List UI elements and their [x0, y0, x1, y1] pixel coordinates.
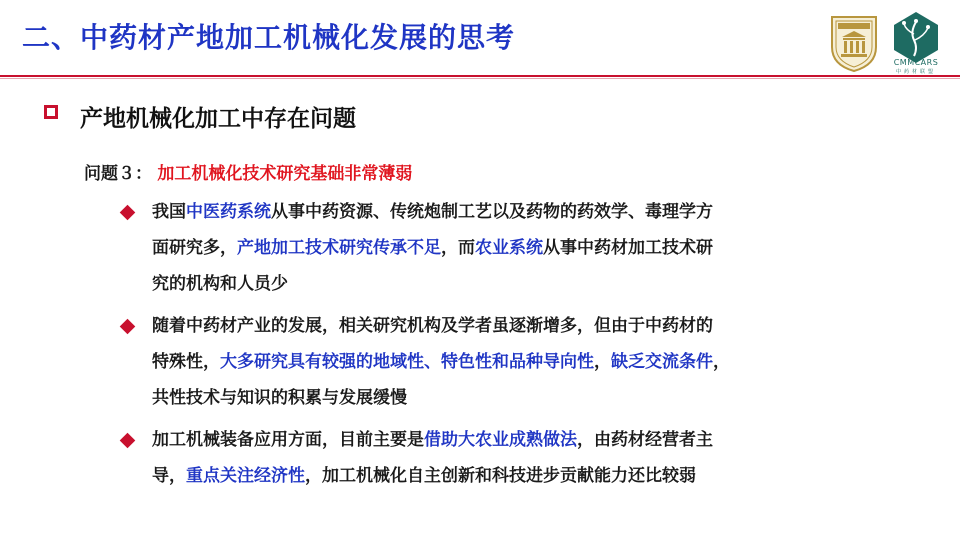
bullet-paragraph	[152, 422, 897, 494]
text-run: 特殊性，	[152, 352, 220, 372]
bullet-line	[152, 194, 897, 230]
problem-label: 问题３：	[84, 164, 152, 184]
text-run: 从事中药资源、传统炮制工艺以及药物的药效学、毒理学方	[271, 202, 713, 222]
header-divider-shadow	[0, 78, 960, 79]
diamond-bullet-icon	[120, 319, 136, 335]
bullet-line	[152, 380, 897, 416]
bullet-paragraph	[152, 194, 897, 302]
highlight-run: 农业系统	[475, 238, 543, 258]
bullet-line	[152, 458, 897, 494]
bullet-line	[152, 266, 897, 302]
text-run: 加工机械装备应用方面，目前主要是	[152, 430, 424, 450]
problem-line	[84, 159, 412, 184]
highlight-run: 产地加工技术研究传承不足	[237, 238, 441, 258]
text-run: 共性技术与知识的积累与发展缓慢	[152, 388, 407, 408]
page-title: 二、中药材产地加工机械化发展的思考	[22, 21, 516, 54]
text-run: ，	[713, 352, 730, 372]
text-run: ，而	[441, 238, 475, 258]
cmmcars-logo-subtext: 中药材联盟	[895, 69, 936, 75]
text-run: 从事中药材加工技术研	[543, 238, 713, 258]
text-run: 究的机构和人员少	[152, 274, 288, 294]
square-bullet-icon	[44, 105, 58, 119]
highlight-run: 缺乏交流条件	[611, 352, 713, 372]
highlight-run: 重点关注经济性	[186, 466, 305, 486]
bullet-paragraph	[152, 308, 897, 416]
bullet-line	[152, 344, 897, 380]
text-run: ，	[594, 352, 611, 372]
highlight-run: 大多研究具有较强的地域性、特色性和品种导向性	[220, 352, 594, 372]
bullet-line	[152, 230, 897, 266]
header-divider	[0, 75, 960, 77]
university-seal-logo	[828, 11, 880, 73]
problem-text: 加工机械化技术研究基础非常薄弱	[157, 164, 413, 184]
text-run: 导，	[152, 466, 186, 486]
bullet-line	[152, 422, 897, 458]
diamond-bullet-icon	[120, 433, 136, 449]
section-heading: 产地机械化加工中存在问题	[80, 106, 356, 132]
diamond-bullet-icon	[120, 205, 136, 221]
text-run: 我国	[152, 202, 186, 222]
highlight-run: 借助大农业成熟做法	[424, 430, 577, 450]
cmmcars-logo-text: CMMCARS	[893, 58, 939, 67]
text-run: ，加工机械化自主创新和科技进步贡献能力还比较弱	[305, 466, 696, 486]
text-run: 随着中药材产业的发展，相关研究机构及学者虽逐渐增多，但由于中药材的	[152, 316, 713, 336]
text-run: ，由药材经营者主	[577, 430, 713, 450]
text-run: 面研究多，	[152, 238, 237, 258]
highlight-run: 中医药系统	[186, 202, 271, 222]
bullet-line	[152, 308, 897, 344]
